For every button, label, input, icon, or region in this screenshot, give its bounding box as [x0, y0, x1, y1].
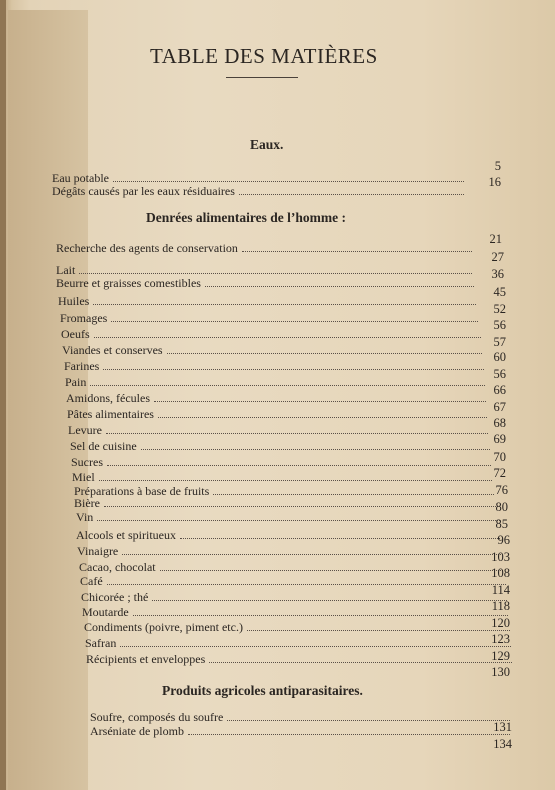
dot-leader — [227, 720, 510, 721]
toc-entry-label: Café — [80, 574, 103, 588]
toc-entry-page: 123 — [491, 632, 510, 646]
toc-entry-label: Cacao, chocolat — [79, 560, 156, 574]
toc-entry-page: 57 — [493, 335, 506, 349]
dot-leader — [209, 662, 512, 663]
toc-entry — [66, 391, 486, 406]
toc-entry-page: 52 — [493, 302, 506, 316]
toc-entry-page: 70 — [493, 450, 506, 464]
dot-leader — [99, 480, 492, 481]
toc-entry-label: Amidons, fécules — [66, 391, 150, 405]
section-heading-denrees: Denrées alimentaires de l’homme : — [146, 210, 346, 225]
toc-entry-page: 5 — [494, 159, 501, 173]
dot-leader — [111, 321, 478, 322]
toc-entry-page: 16 — [488, 175, 501, 189]
dot-leader — [152, 600, 507, 601]
toc-entry — [90, 724, 510, 739]
toc-entry — [74, 496, 498, 511]
page-edge — [0, 0, 6, 790]
toc-entry-label: Soufre, composés du soufre — [90, 710, 224, 724]
dot-leader — [106, 433, 488, 434]
toc-entry-page: 56 — [493, 318, 506, 332]
toc-entry — [81, 590, 507, 605]
toc-entry — [76, 510, 500, 525]
toc-entry-page: 72 — [493, 466, 506, 480]
dot-leader — [239, 194, 464, 195]
toc-entry-page: 80 — [495, 500, 508, 514]
toc-entry — [62, 343, 482, 358]
toc-entry-page: 76 — [495, 483, 508, 497]
dot-leader — [188, 734, 510, 735]
toc-entry-page: 66 — [493, 383, 506, 397]
toc-entry — [90, 710, 510, 725]
dot-leader — [154, 401, 486, 402]
toc-entry-label: Recherche des agents de conservation — [56, 241, 238, 255]
toc-entry — [84, 620, 510, 635]
dot-leader — [205, 286, 474, 287]
toc-entry-page: 131 — [493, 720, 512, 734]
toc-entry — [52, 184, 464, 199]
dot-leader — [242, 251, 472, 252]
dot-leader — [113, 181, 464, 182]
toc-entry — [60, 311, 478, 326]
toc-entry — [61, 327, 481, 342]
toc-entry-label: Condiments (poivre, piment etc.) — [84, 620, 243, 634]
dot-leader — [213, 494, 494, 495]
toc-entry-label: Bière — [74, 496, 100, 510]
toc-entry-label: Miel — [72, 470, 95, 484]
toc-entry-label: Oeufs — [61, 327, 90, 341]
toc-entry — [77, 544, 501, 559]
toc-entry-label: Sucres — [71, 455, 103, 469]
toc-entry — [80, 574, 506, 589]
section-heading-eaux: Eaux. — [250, 137, 284, 152]
toc-entry-page: 130 — [491, 665, 510, 679]
toc-entry-page: 134 — [493, 737, 512, 751]
toc-entry-label: Vinaigre — [77, 544, 119, 558]
toc-entry-page: 21 — [489, 232, 502, 246]
toc-entry — [72, 470, 492, 485]
toc-entry — [71, 455, 491, 470]
toc-entry-page: 69 — [493, 432, 506, 446]
dot-leader — [158, 417, 487, 418]
toc-entry-page: 103 — [491, 550, 510, 564]
toc-entry-label: Préparations à base de fruits — [74, 484, 210, 498]
toc-entry — [56, 241, 472, 256]
dot-leader — [133, 615, 508, 616]
toc-entry-page: 67 — [493, 400, 506, 414]
dot-leader — [122, 554, 501, 555]
dot-leader — [90, 385, 485, 386]
page-title: TABLE DES MATIÈRES — [150, 44, 378, 68]
toc-entry-page: 96 — [497, 533, 510, 547]
dot-leader — [247, 630, 510, 631]
dot-leader — [141, 449, 490, 450]
toc-entry-label: Safran — [85, 636, 117, 650]
dot-leader — [107, 465, 491, 466]
toc-entry-label: Pain — [65, 375, 87, 389]
toc-entry-page: 118 — [491, 599, 510, 613]
title-divider — [226, 77, 298, 78]
dot-leader — [97, 520, 500, 521]
toc-entry-label: Pâtes alimentaires — [67, 407, 154, 421]
toc-entry-page: 120 — [491, 616, 510, 630]
toc-entry-label: Alcools et spiritueux — [76, 528, 176, 542]
dot-leader — [120, 646, 511, 647]
toc-entry — [82, 605, 508, 620]
toc-entry-label: Moutarde — [82, 605, 129, 619]
dot-leader — [180, 538, 500, 539]
toc-entry — [70, 439, 490, 454]
toc-entry — [79, 560, 503, 575]
toc-entry-label: Lait — [56, 263, 76, 277]
toc-entry-page: 60 — [493, 350, 506, 364]
toc-entry-page: 108 — [491, 566, 510, 580]
toc-entry — [85, 636, 511, 651]
toc-entry-page: 85 — [495, 517, 508, 531]
section-heading-produits: Produits agricoles antiparasitaires. — [162, 683, 363, 698]
dot-leader — [167, 353, 482, 354]
dot-leader — [103, 369, 484, 370]
toc-entry — [58, 294, 476, 309]
toc-entry-page: 27 — [491, 250, 504, 264]
toc-entry — [64, 359, 484, 374]
toc-entry-label: Viandes et conserves — [62, 343, 163, 357]
toc-entry-label: Fromages — [60, 311, 108, 325]
toc-entry-label: Eau potable — [52, 171, 109, 185]
toc-entry — [67, 407, 487, 422]
toc-entry-label: Récipients et enveloppes — [86, 652, 206, 666]
dot-leader — [94, 337, 481, 338]
toc-entry-page: 129 — [491, 649, 510, 663]
toc-entry-label: Farines — [64, 359, 100, 373]
toc-entry-page: 114 — [491, 583, 510, 597]
dot-leader — [160, 570, 503, 571]
dot-leader — [93, 304, 476, 305]
dot-leader — [107, 584, 506, 585]
toc-entry-label: Vin — [76, 510, 94, 524]
toc-entry-label: Levure — [68, 423, 102, 437]
toc-entry — [56, 276, 474, 291]
toc-entry-page: 68 — [493, 416, 506, 430]
toc-entry — [76, 528, 500, 543]
toc-entry-label: Chicorée ; thé — [81, 590, 149, 604]
toc-entry-label: Dégâts causés par les eaux résiduaires — [52, 184, 235, 198]
toc-entry-label: Sel de cuisine — [70, 439, 137, 453]
dot-leader — [104, 506, 498, 507]
toc-entry-page: 56 — [493, 367, 506, 381]
toc-entry-page: 36 — [491, 267, 504, 281]
toc-entry-label: Huiles — [58, 294, 90, 308]
toc-entry — [68, 423, 488, 438]
toc-entry — [86, 652, 512, 667]
toc-entry — [65, 375, 485, 390]
toc-entry-page: 45 — [493, 285, 506, 299]
toc-entry-label: Arséniate de plomb — [90, 724, 184, 738]
toc-entry-label: Beurre et graisses comestibles — [56, 276, 201, 290]
dot-leader — [79, 273, 472, 274]
